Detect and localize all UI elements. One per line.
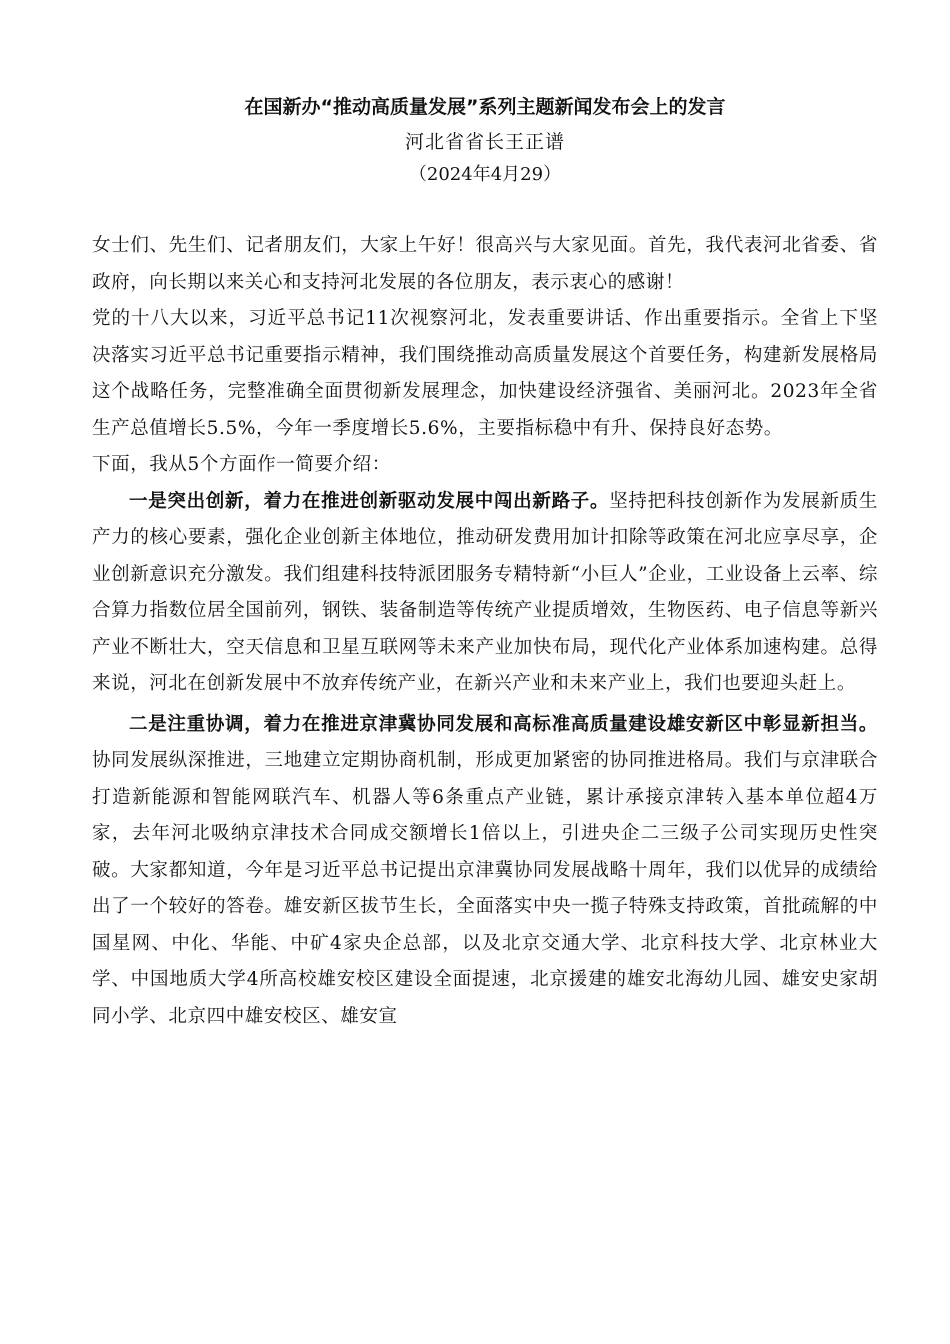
paragraph-intro: 下面，我从5个方面作一简要介绍： (92, 454, 391, 475)
paragraph-overview: 党的十八大以来，习近平总书记11次视察河北，发表重要讲话、作出重要指示。全省上下坚决落实习近平总书记重要指示精神，我们围绕推动高质量发展这个首要任务，构建新发展格局这个战略任务，完整准确全面贯彻新发展理念，加快建设经济强省、美丽河北。2023年全省生产总值增长5.5%，今年一季度增长5.6%，主要指标稳中有升、保持良好态势。 (92, 308, 878, 439)
paragraph-greeting: 女士们、先生们、记者朋友们，大家上午好！很高兴与大家见面。首先，我代表河北省委、省政府，向长期以来关心和支持河北发展的各位朋友，表示衷心的感谢！ (92, 235, 878, 293)
paragraph-coordination-body: 协同发展纵深推进，三地建立定期协商机制，形成更加紧密的协同推进格局。我们与京津联合打造新能源和智能网联汽车、机器人等6条重点产业链，累计承接京津转入基本单位超4万家，去年河北吸纳京津技术合同成交额增长1倍以上，引进央企二三级子公司实现历史性突破。大家都知道，今年是习近平总书记提出京津冀协同发展战略十周年，我们以优异的成绩给出了一个较好的答卷。雄安新区拔节生长，全面落实中央一揽子特殊支持政策，首批疏解的中国星网、中化、华能、中矿4家央企总部，以及北京交通大学、北京科技大学、北京林业大学、中国地质大学4所高校雄安校区建设全面提速，北京援建的雄安北海幼儿园、雄安史家胡同小学、北京四中雄安校区、雄安宣 (92, 750, 878, 1027)
document-date: （2024年4月29） (408, 164, 562, 185)
paragraph-coordination (92, 707, 878, 1036)
paragraph-innovation (92, 484, 878, 703)
paragraph-innovation-lead: 一是突出创新，着力在推进创新驱动发展中闯出新路子。 (129, 490, 610, 512)
document-title: 在国新办“推动高质量发展”系列主题新闻发布会上的发言 (244, 96, 726, 118)
document-author: 河北省省长王正谱 (404, 131, 565, 153)
paragraph-innovation-body: 坚持把科技创新作为发展新质生产力的核心要素，强化企业创新主体地位，推动研发费用加计扣除等政策在河北应享尽享，企业创新意识充分激发。我们组建科技特派团服务专精特新“小巨人”企业，工业设备上云率、综合算力指数位居全国前列，钢铁、装备制造等传统产业提质增效，生物医药、电子信息等新兴产业不断壮大，空天信息和卫星互联网等未来产业加快布局，现代化产业体系加速构建。总得来说，河北在创新发展中不放弃传统产业，在新兴产业和未来产业上，我们也要迎头赶上。 (92, 490, 878, 694)
paragraph-coordination-lead: 二是注重协调，着力在推进京津冀协同发展和高标准高质量建设雄安新区中彰显新担当。 (129, 713, 878, 735)
document-page (92, 92, 878, 1035)
document-body (92, 228, 878, 1035)
